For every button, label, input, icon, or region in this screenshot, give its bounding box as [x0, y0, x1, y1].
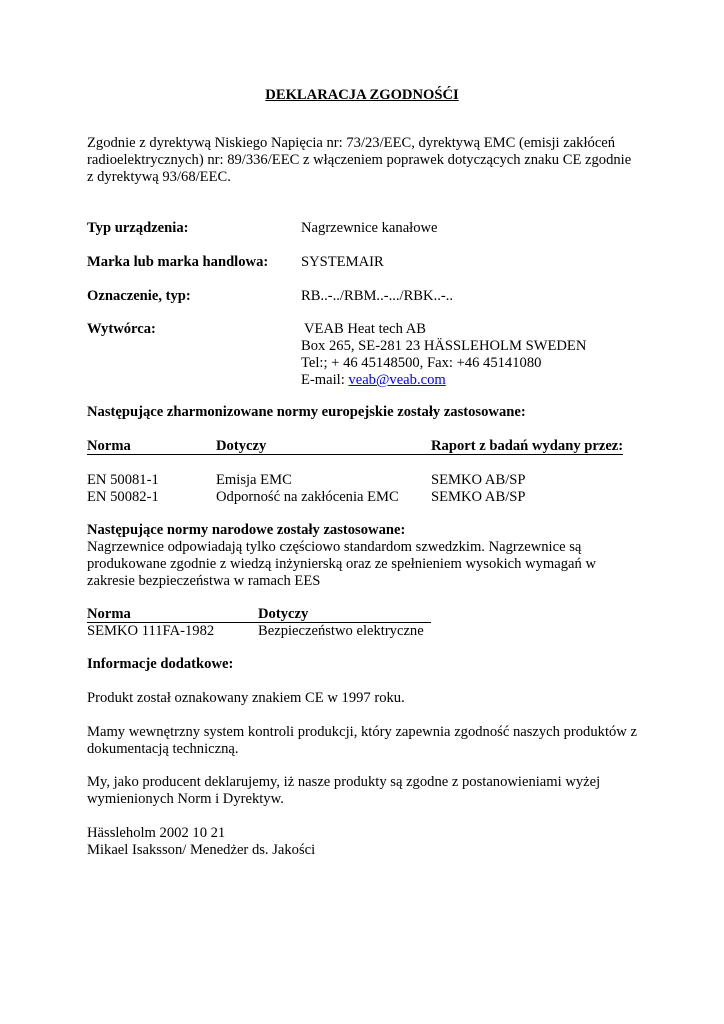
eu-row-1-norma: EN 50081-1 — [87, 472, 159, 488]
intro-line-1: Zgodnie z dyrektywą Niskiego Napięcia nr: 73/23/EEC, dyrektywą EMC (emisji zakłóceń — [87, 135, 616, 151]
additional-p1: Produkt został oznakowany znakiem CE w 1997 roku. — [87, 690, 405, 706]
designation-label: Oznaczenie, typ: — [87, 288, 191, 304]
type-label: Typ urządzenia: — [87, 220, 189, 236]
designation-value: RB..-../RBM..-.../RBK..-.. — [301, 288, 454, 304]
brand-value: SYSTEMAIR — [301, 254, 384, 270]
additional-p3-line-1: My, jako producent deklarujemy, iż nasze produkty są zgodne z postanowieniami wyżej — [87, 774, 601, 790]
brand-label: Marka lub marka handlowa: — [87, 254, 269, 270]
eu-row-2-dotyczy: Odporność na zakłócenia EMC — [216, 489, 399, 505]
national-norms-heading: Następujące normy narodowe zostały zastosowane: — [87, 522, 406, 538]
manufacturer-line-2: Box 265, SE-281 23 HÄSSLEHOLM SWEDEN — [301, 338, 587, 354]
eu-row-2-raport: SEMKO AB/SP — [431, 489, 526, 505]
eu-header-underline — [87, 454, 623, 455]
email-prefix: E-mail: — [301, 372, 349, 388]
national-row-1-norma: SEMKO 111FA-1982 — [87, 623, 215, 639]
additional-p2-line-2: dokumentacją techniczną. — [87, 741, 239, 757]
manufacturer-line-1: VEAB Heat tech AB — [304, 321, 426, 337]
intro-line-2: radioelektrycznych) nr: 89/336/EEC z włączeniem poprawek dotyczących znaku CE zgodnie — [87, 152, 632, 168]
signature-place-date: Hässleholm 2002 10 21 — [87, 825, 226, 841]
eu-col-norma: Norma — [87, 438, 131, 454]
eu-row-1-dotyczy: Emisja EMC — [216, 472, 292, 488]
manufacturer-email-line — [301, 372, 446, 389]
eu-norms-heading: Następujące zharmonizowane normy europejskie zostały zastosowane: — [87, 404, 526, 420]
national-col-norma: Norma — [87, 606, 131, 622]
national-col-dotyczy: Dotyczy — [258, 606, 309, 622]
eu-col-dotyczy: Dotyczy — [216, 438, 267, 454]
manufacturer-label: Wytwórca: — [87, 321, 156, 337]
additional-p3-line-2: wymienionych Norm i Dyrektyw. — [87, 791, 284, 807]
national-text-line-3: zakresie bezpieczeństwa w ramach EES — [87, 573, 321, 589]
national-text-line-1: Nagrzewnice odpowiadają tylko częściowo standardom szwedzkim. Nagrzewnice są — [87, 539, 582, 555]
eu-row-2-norma: EN 50082-1 — [87, 489, 159, 505]
intro-line-3: z dyrektywą 93/68/EEC. — [87, 169, 231, 185]
national-row-1-dotyczy: Bezpieczeństwo elektryczne — [258, 623, 424, 639]
manufacturer-line-3: Tel:; + 46 45148500, Fax: +46 45141080 — [301, 355, 542, 371]
document-title: DEKLARACJA ZGODNOŚĆI — [265, 87, 459, 103]
additional-p2-line-1: Mamy wewnętrzny system kontroli produkcji, który zapewnia zgodność naszych produktów z — [87, 724, 637, 740]
additional-heading: Informacje dodatkowe: — [87, 656, 234, 672]
signature-name-role: Mikael Isaksson/ Menedżer ds. Jakości — [87, 842, 316, 858]
eu-col-raport: Raport z badań wydany przez: — [431, 438, 624, 454]
email-link[interactable]: veab@veab.com — [348, 372, 446, 388]
type-value: Nagrzewnice kanałowe — [301, 220, 438, 236]
national-text-line-2: produkowane zgodnie z wiedzą inżynierską oraz ze spełnieniem wysokich wymagań w — [87, 556, 596, 572]
eu-row-1-raport: SEMKO AB/SP — [431, 472, 526, 488]
